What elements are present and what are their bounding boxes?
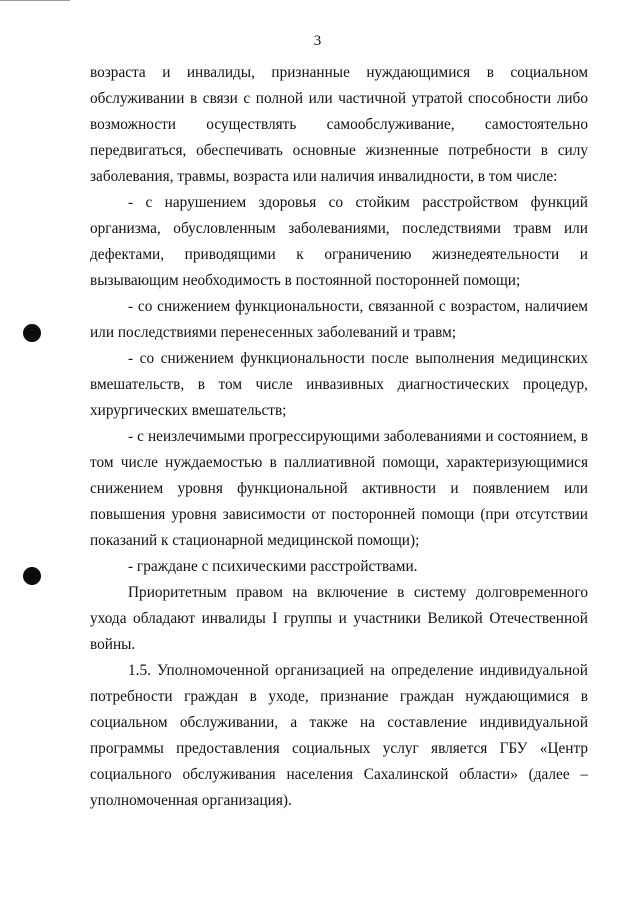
list-item-mental-disorders: - граждане с психическими расстройствами. [128,558,418,575]
punch-hole-mark [23,567,41,585]
punch-hole-mark [23,324,41,342]
list-item-medical-interventions: - со снижением функциональности после выполнения медицинских вмешательств, в том числе инвазивных диагностических процедур, хирургических вмешательств; [90,350,588,419]
paragraph-continuation: возраста и инвалиды, признанные нуждающимися в социальном обслуживании в связи с полной или частичной утратой способности либо возможности осуществлять самообслуживание, самостоятельно передвигаться, обеспечивать основные жизненные потребности в силу заболевания, травмы, возраста или наличия инвалидности, в том числе: [90,64,588,185]
list-item-health-disorder: - с нарушением здоровья со стойким расстройством функций организма, обусловленным заболеваниями, последствиями травм или дефектами, приводящими к ограничению жизнедеятельности и вызывающим необходимость в постоянной посторонней помощи; [90,194,588,289]
page-number: 3 [313,33,322,49]
list-item-age-functionality: - со снижением функциональности, связанной с возрастом, наличием или последствиями перенесенных заболеваний и травм; [90,298,588,341]
paragraph-section-1-5: 1.5. Уполномоченной организацией на определение индивидуальной потребности граждан в уходе, признание граждан нуждающимися в социальном обслуживании, а также на составление индивидуальной программы предоставления социальных услуг является ГБУ «Центр социального обслуживания населения Сахалинской области» (далее – уполномоченная организация). [90,662,588,809]
list-item-incurable-diseases: - с неизлечимыми прогрессирующими заболеваниями и состоянием, в том числе нуждаемостью в паллиативной помощи, характеризующимися снижением уровня функциональной активности и появлением или повышения уровня зависимости от посторонней помощи (при отсутствии показаний к стационарной медицинской помощи); [90,428,588,549]
scan-edge-mark [0,0,70,5]
document-body [90,60,588,814]
paragraph-priority-right: Приоритетным правом на включение в систему долговременного ухода обладают инвалиды I группы и участники Великой Отечественной войны. [90,584,588,653]
